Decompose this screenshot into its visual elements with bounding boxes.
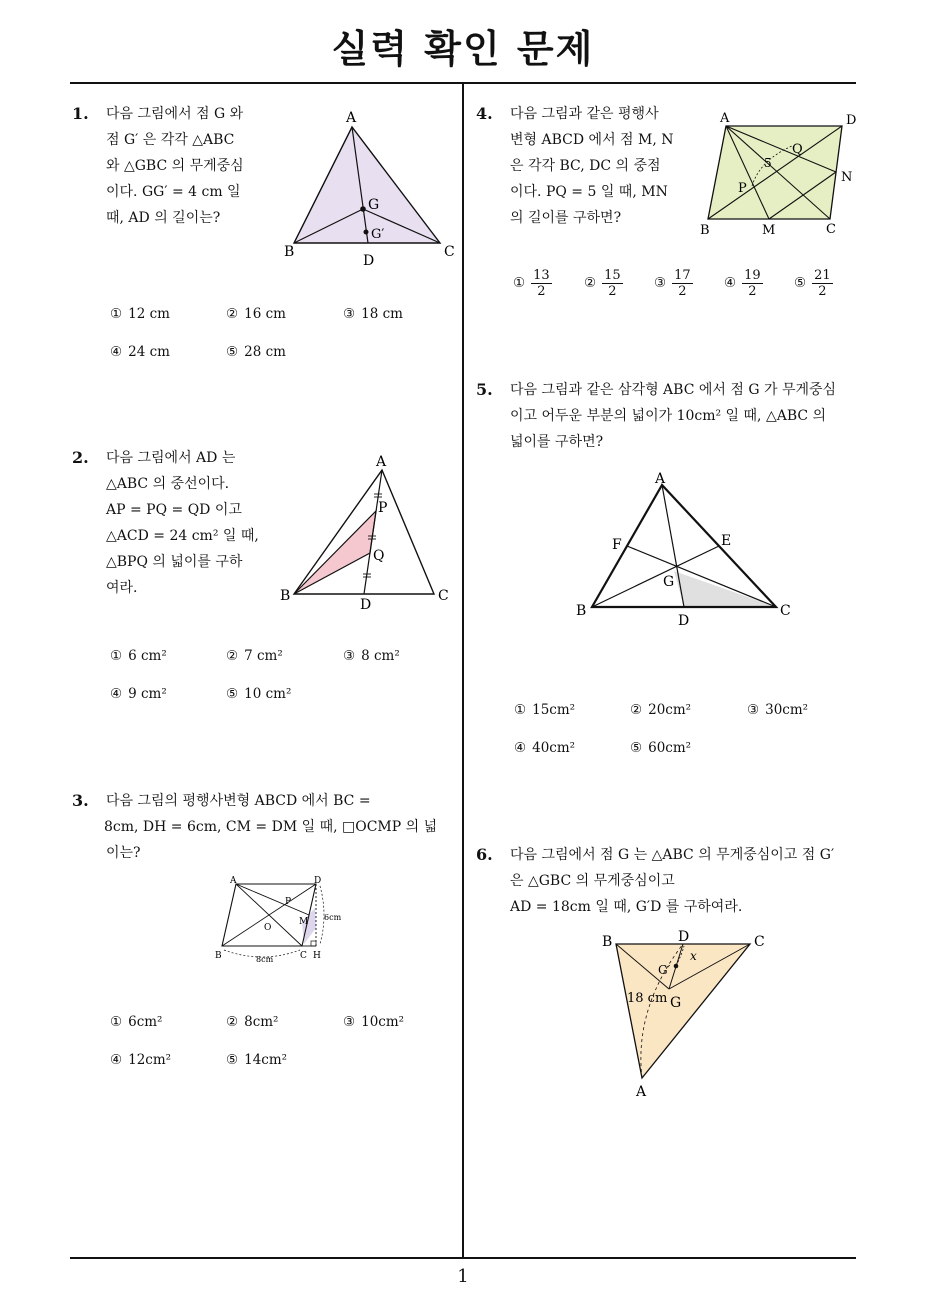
question-6-text <box>510 842 860 920</box>
label-e: E <box>721 533 732 549</box>
question-5-line: 이고 어두운 부분의 넓이가 10cm² 일 때, △ABC 의 <box>510 408 827 424</box>
question-5-choice-3[interactable] <box>747 702 808 718</box>
question-3-choice-2[interactable] <box>226 1014 278 1030</box>
question-2-choice-4[interactable] <box>110 686 167 702</box>
label-c: C <box>780 603 791 619</box>
choice-text: 18 cm <box>361 306 403 322</box>
denominator: 2 <box>818 284 827 299</box>
choice-mark: ② <box>226 1014 239 1030</box>
numerator: 13 <box>533 268 550 283</box>
question-6-number: 6. <box>476 845 493 864</box>
question-5-choice-1[interactable] <box>514 702 575 718</box>
question-1-figure <box>280 105 460 270</box>
fraction <box>531 268 552 299</box>
choice-mark: ⑤ <box>226 1052 239 1068</box>
question-3-choice-5[interactable] <box>226 1052 287 1068</box>
choice-mark: ⑤ <box>226 344 239 360</box>
choice-mark: ② <box>226 306 239 322</box>
question-2-line: AP = PQ = QD 이고 <box>106 502 242 518</box>
question-2-number: 2. <box>72 448 89 467</box>
label-c: C <box>826 222 836 237</box>
choice-mark: ⑤ <box>630 740 643 756</box>
label-b: B <box>215 951 222 961</box>
question-4-line: 의 길이를 구하면? <box>510 210 622 226</box>
denominator: 2 <box>678 284 687 299</box>
choice-mark: ③ <box>654 275 667 291</box>
question-5-choice-5[interactable] <box>630 740 691 756</box>
label-b: B <box>280 588 291 604</box>
question-2-line: 다음 그림에서 AD 는 <box>106 450 236 466</box>
label-d: D <box>314 876 322 886</box>
choice-mark: ⑤ <box>794 275 807 291</box>
question-5-choice-2[interactable] <box>630 702 691 718</box>
label-g-prime: G′ <box>371 227 385 242</box>
footer-rule <box>70 1257 856 1259</box>
choice-text: 24 cm <box>128 344 170 360</box>
point-g-prime <box>674 964 679 969</box>
label-a: A <box>376 454 387 470</box>
question-4-figure <box>694 106 864 241</box>
question-2-line: △ABC 의 중선이다. <box>106 476 230 492</box>
diagonal-bd <box>222 884 316 946</box>
choice-mark: ③ <box>343 648 356 664</box>
choice-text: 8cm² <box>244 1014 279 1030</box>
fraction <box>812 268 833 299</box>
label-m: M <box>299 917 309 927</box>
right-angle-mark <box>311 941 316 946</box>
question-2-line: △ACD = 24 cm² 일 때, <box>106 528 259 544</box>
question-4-choice-2[interactable] <box>584 268 623 299</box>
choice-mark: ① <box>110 306 123 322</box>
choice-mark: ④ <box>110 1052 123 1068</box>
choice-text: 12cm² <box>128 1052 172 1068</box>
question-2-line: △BPQ 의 넓이를 구하 <box>106 554 243 570</box>
question-1-line: 다음 그림에서 점 G 와 <box>106 106 244 122</box>
label-a: A <box>655 471 666 487</box>
question-1-text <box>106 101 276 231</box>
question-4-choice-3[interactable] <box>654 268 693 299</box>
point-g <box>360 206 366 212</box>
question-6-line: 은 △GBC 의 무게중심이고 <box>510 873 675 889</box>
page-title: 실력 확인 문제 <box>331 27 595 71</box>
label-p: P <box>378 500 388 516</box>
choice-text: 14cm² <box>244 1052 288 1068</box>
label-g: G <box>663 574 675 590</box>
label-8cm: 8cm <box>256 955 274 964</box>
label-d: D <box>363 253 375 269</box>
choice-mark: ① <box>513 275 526 291</box>
question-4-line: 이다. PQ = 5 일 때, MN <box>510 184 668 200</box>
question-3-choice-1[interactable] <box>110 1014 162 1030</box>
question-6-figure <box>596 928 776 1104</box>
choice-mark: ② <box>584 275 597 291</box>
choice-text: 40cm² <box>532 740 576 756</box>
triangle-abc <box>616 944 750 1078</box>
choice-mark: ④ <box>724 275 737 291</box>
question-3-figure <box>210 872 360 964</box>
question-4-text <box>510 101 682 231</box>
choice-mark: ④ <box>514 740 527 756</box>
choice-text: 7 cm² <box>244 648 283 664</box>
label-d: D <box>678 929 690 945</box>
question-5-text <box>510 377 860 455</box>
label-c: C <box>754 934 765 950</box>
question-3-text <box>106 788 456 866</box>
label-d: D <box>678 613 690 629</box>
choice-text: 16 cm <box>244 306 286 322</box>
choice-text: 8 cm² <box>361 648 400 664</box>
label-f: F <box>612 537 622 553</box>
label-b: B <box>576 603 587 619</box>
label-g: G <box>670 995 682 1011</box>
question-2-choice-3[interactable] <box>343 648 400 664</box>
question-6-line: 다음 그림에서 점 G 는 △ABC 의 무게중심이고 점 G′ <box>510 847 835 863</box>
question-1-choice-2[interactable] <box>226 306 286 322</box>
question-1-line: 이다. GG′ = 4 cm 일 <box>106 184 241 200</box>
choice-text: 20cm² <box>648 702 692 718</box>
denominator: 2 <box>608 284 617 299</box>
question-1-choice-4[interactable] <box>110 344 170 360</box>
question-1-number: 1. <box>72 104 89 123</box>
question-3-line: 다음 그림의 평행사변형 ABCD 에서 BC = <box>106 793 371 809</box>
choice-text: 10cm² <box>361 1014 405 1030</box>
question-2-choice-2[interactable] <box>226 648 283 664</box>
question-4-line: 변형 ABCD 에서 점 M, N <box>510 132 674 148</box>
choice-text: 12 cm <box>128 306 170 322</box>
label-m: M <box>762 223 776 238</box>
choice-mark: ① <box>514 702 527 718</box>
choice-text: 60cm² <box>648 740 692 756</box>
label-g-prime: G′ <box>658 963 671 977</box>
label-a: A <box>720 111 730 126</box>
choice-text: 30cm² <box>765 702 809 718</box>
label-b: B <box>602 934 613 950</box>
question-4-number: 4. <box>476 104 493 123</box>
label-o: O <box>264 923 272 933</box>
denominator: 2 <box>537 284 546 299</box>
numerator: 17 <box>674 268 691 283</box>
label-q: Q <box>792 142 803 157</box>
question-4-line: 은 각각 BC, DC 의 중점 <box>510 158 661 174</box>
question-1-choice-5[interactable] <box>226 344 286 360</box>
label-c: C <box>444 244 455 260</box>
label-p: P <box>285 897 292 907</box>
question-4-choice-4[interactable] <box>724 268 763 299</box>
question-1-line: 때, AD 의 길이는? <box>106 210 221 226</box>
choice-text: 15cm² <box>532 702 576 718</box>
question-3-line: 8cm, DH = 6cm, CM = DM 일 때, □OCMP 의 넓 <box>104 819 438 835</box>
question-3-number: 3. <box>72 791 89 810</box>
label-d: D <box>846 113 857 128</box>
numerator: 21 <box>814 268 831 283</box>
label-a: A <box>230 876 237 886</box>
segment-am <box>236 884 309 915</box>
question-1-choice-1[interactable] <box>110 306 170 322</box>
denominator: 2 <box>748 284 757 299</box>
label-p: P <box>738 181 747 196</box>
question-5-number: 5. <box>476 380 493 399</box>
question-4-line: 다음 그림과 같은 평행사 <box>510 106 659 122</box>
label-x: x <box>690 949 697 963</box>
label-b: B <box>700 223 710 238</box>
label-c: C <box>438 588 449 604</box>
choice-text: 10 cm² <box>244 686 292 702</box>
label-18cm: 18 cm <box>627 991 668 1006</box>
label-n: N <box>841 170 853 185</box>
question-5-line: 넓이를 구하면? <box>510 434 604 450</box>
label-b: B <box>284 244 295 260</box>
label-6cm: 6cm <box>324 913 342 922</box>
point-g-prime <box>364 230 369 235</box>
choice-text: 6 cm² <box>128 648 167 664</box>
question-3-choice-3[interactable] <box>343 1014 404 1030</box>
question-3-line: 이는? <box>106 845 141 861</box>
fraction <box>672 268 693 299</box>
fraction <box>742 268 763 299</box>
page-number: 1 <box>457 1266 469 1287</box>
choice-text: 9 cm² <box>128 686 167 702</box>
choice-mark: ③ <box>343 306 356 322</box>
choice-text: 6cm² <box>128 1014 163 1030</box>
numerator: 15 <box>604 268 621 283</box>
label-a: A <box>346 110 357 126</box>
choice-mark: ① <box>110 1014 123 1030</box>
column-divider <box>462 84 464 1258</box>
choice-mark: ① <box>110 648 123 664</box>
question-2-choice-1[interactable] <box>110 648 167 664</box>
question-1-choice-3[interactable] <box>343 306 403 322</box>
label-q: Q <box>373 548 385 564</box>
choice-mark: ② <box>630 702 643 718</box>
question-5-figure <box>570 465 800 630</box>
question-2-figure <box>276 450 456 615</box>
choice-mark: ② <box>226 648 239 664</box>
question-1-line: 점 G′ 은 각각 △ABC <box>106 132 235 148</box>
choice-mark: ④ <box>110 344 123 360</box>
label-c: C <box>300 951 307 961</box>
question-4-choice-5[interactable] <box>794 268 833 299</box>
question-5-choice-4[interactable] <box>514 740 575 756</box>
question-2-text <box>106 445 276 601</box>
question-1-line: 와 △GBC 의 무게중심 <box>106 158 244 174</box>
question-2-choice-5[interactable] <box>226 686 291 702</box>
triangle-abc <box>294 127 440 243</box>
triangle-bpq-shaded <box>294 511 376 594</box>
choice-mark: ③ <box>343 1014 356 1030</box>
label-g: G <box>368 197 380 213</box>
question-4-choice-1[interactable] <box>513 268 552 299</box>
numerator: 19 <box>744 268 761 283</box>
label-d: D <box>360 597 372 613</box>
region-gdc-shaded <box>674 571 776 607</box>
label-h: H <box>313 951 321 961</box>
label-5: 5 <box>764 156 772 170</box>
question-2-line: 여라. <box>106 580 138 596</box>
question-5-line: 다음 그림과 같은 삼각형 ABC 에서 점 G 가 무게중심 <box>510 382 837 398</box>
question-6-line: AD = 18cm 일 때, G′D 를 구하여라. <box>510 899 743 915</box>
choice-mark: ③ <box>747 702 760 718</box>
fraction <box>602 268 623 299</box>
choice-mark: ⑤ <box>226 686 239 702</box>
choice-mark: ④ <box>110 686 123 702</box>
question-3-choice-4[interactable] <box>110 1052 171 1068</box>
label-a: A <box>636 1084 647 1100</box>
choice-text: 28 cm <box>244 344 286 360</box>
